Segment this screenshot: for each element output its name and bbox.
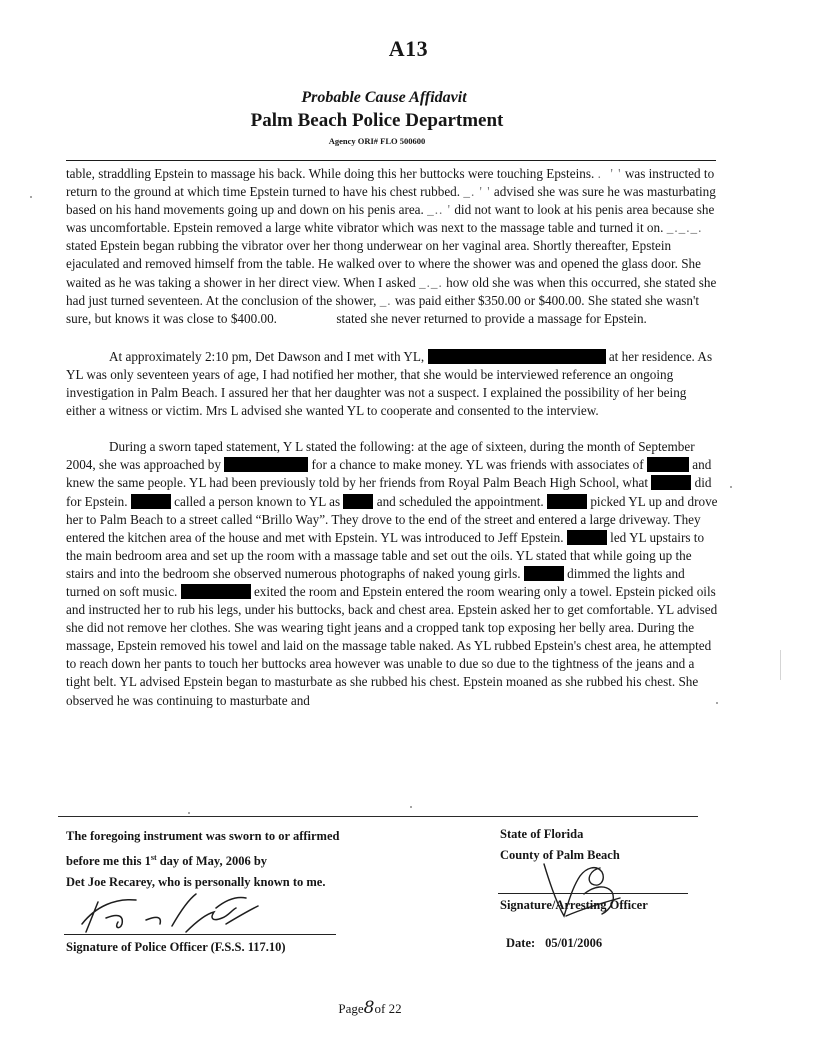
officer-signature-line (498, 893, 688, 894)
document-title: Probable Cause Affidavit (301, 89, 467, 106)
redaction-block (524, 566, 564, 581)
redaction-block (224, 457, 308, 472)
state-label: State of Florida (500, 827, 584, 841)
page-number: 8 (363, 998, 375, 1018)
date-label: Date: (506, 936, 536, 950)
oath-statement (66, 826, 446, 893)
police-signature-label: Signature of Police Officer (F.S.S. 117.10) (66, 940, 286, 954)
police-officer-signature (76, 888, 276, 938)
page-prefix: Page (338, 1001, 364, 1016)
scan-speck (410, 806, 412, 808)
page-footer (0, 998, 740, 1018)
county-label: County of Palm Beach (500, 848, 620, 862)
agency-ori: Agency ORI# FLO 500600 (328, 136, 426, 146)
oath-line-3: Det Joe Recarey, who is personally known to me. (66, 875, 326, 890)
redaction-block (567, 530, 607, 545)
header-rule (66, 160, 716, 161)
police-signature-line (64, 934, 336, 935)
department-name: Palm Beach Police Department (250, 110, 504, 131)
scan-edge-mark (780, 650, 781, 680)
date-value: 05/01/2006 (545, 936, 603, 950)
arresting-officer-signature (540, 854, 640, 924)
paragraph-continuation: table, straddling Epstein to massage his back. While doing this her buttocks were touching Epsteins. . ' ' was instructed to return to the ground at which time Epstein turned to have his chest rubbed. _. ' ' advised she was sure he was masturbating based on his hand movements going up and down on his penis area. _.. ' did not want to look at his penis area because she was uncomfortable. Epstein removed a large white vibrator which was next to the massage table and turned it on. _._._. stated Epstein began rubbing the vibrator over her thong underwear on her vaginal area. Shortly thereafter, Epstein ejaculated and removed himself from the table. He walked over to where the shower was and opened the glass door. She waited as he was taking a shower in her direct view. When I asked _._. how old she was when this occurred, she stated she had just turned seventeen. At the conclusion of the shower, _. was paid either $350.00 or $400.00. She stated she wasn't sure, but knows it was close to $400.00. stated she never returned to provide a massage for Epstein. (66, 166, 717, 326)
scan-speck (188, 812, 190, 814)
paragraph-sworn-statement: During a sworn taped statement, Y L stated the following: at the age of sixteen, during the month of September 2004, she was approached by for a chance to make money. YL was friends with associates of and knew the same people. YL had been previously told by her friends from Royal Palm Beach High School, what did for Epstein. called a person known to YL as and scheduled the appointment. picked YL up and drove her to Palm Beach to a street called “Brillo Way”. They drove to the end of the street and entered a large driveway. They entered the kitchen area of the house and met with Epstein. YL was introduced to Jeff Epstein. led YL upstairs to the main bedroom area and set up the room with a massage table and set out the oils. YL stated that while going up the stairs and into the bedroom she observed numerous photographs of naked young girls. dimmed the lights and turned on soft music. exited the room and Epstein entered the room wearing only a towel. Epstein picked oils and instructed her to rub his legs, under his buttocks, back and chest area. Epstein asked her to get comfortable. YL advised she did not remove her clothes. She was wearing tight jeans and a cropped tank top exposing her belly area. During the massage, Epstein removed his towel and laid on the massage table naked. As YL rubbed Epstein's chest area, he attempted to reach down her pants to touch her buttocks area however was unable to due so due to the tightness of the jeans and a tight belt. YL advised Epstein began to masturbate as she rubbed his chest. Epstein moaned as she rubbed his chest. She observed he was continuing to masturbate and (66, 439, 718, 708)
oath-line-2: before me this 1st day of May, 2006 by (66, 853, 268, 869)
page-total: of 22 (374, 1001, 402, 1016)
redaction-block (428, 349, 606, 364)
scan-speck (716, 702, 718, 704)
signature-date (506, 936, 602, 951)
affidavit-body (66, 165, 718, 710)
scan-speck (730, 486, 732, 488)
paragraph-interview-yl: At approximately 2:10 pm, Det Dawson and I met with YL, at her residence. As YL was only seventeen years of age, I had notified her mother, that she would be interviewed reference an ongoing investigation in Palm Beach. I assured her that her daughter was not a suspect. I explained the possibility of her being either a witness or victim. Mrs L advised she wanted YL to cooperate and consented to the interview. (66, 348, 713, 419)
redaction-block (547, 494, 587, 509)
scan-speck (30, 196, 32, 198)
exhibit-tag: A13 (388, 36, 429, 61)
officer-signature-label: Signature/Arresting Officer (500, 898, 648, 912)
redaction-block (181, 584, 251, 599)
redaction-block (651, 475, 691, 490)
oath-line-1: The foregoing instrument was sworn to or affirmed (66, 829, 340, 843)
redaction-block (131, 494, 171, 509)
redaction-block (647, 457, 689, 472)
redaction-block (343, 494, 373, 509)
signature-rule (58, 816, 698, 817)
